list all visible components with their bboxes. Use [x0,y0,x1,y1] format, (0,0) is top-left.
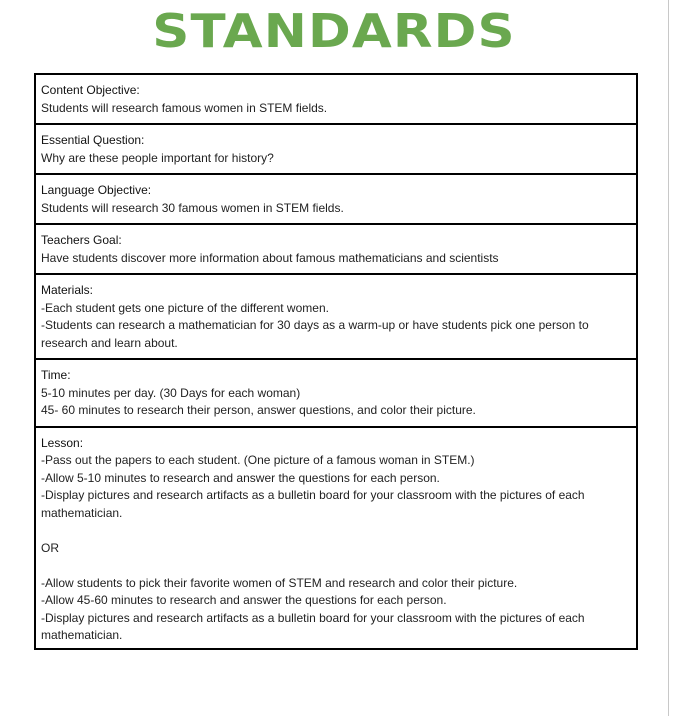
essential-question-text: Why are these people important for history? [41,150,274,165]
materials-label: Materials: [41,283,94,297]
content-objective-text: Students will research famous women in STEM fields. [41,100,328,115]
lesson-or-divider: OR [41,540,59,555]
teachers-goal-section [36,223,636,273]
language-objective-text: Students will research 30 famous women in STEM fields. [41,200,344,215]
teachers-goal-label: Teachers Goal: [41,233,122,247]
content-objective-section [36,75,636,123]
content-objective-label: Content Objective: [41,83,140,97]
time-line: 45- 60 minutes to research their person, answer questions, and color their picture. [41,403,476,417]
essential-question-label: Essential Question: [41,133,145,147]
lesson-section [36,426,636,648]
language-objective-section [36,173,636,223]
essential-question-section [36,123,636,173]
materials-line: -Each student gets one picture of the different women. [41,300,329,315]
lesson-line: -Allow students to pick their favorite women of STEM and research and color their picture. [41,575,518,590]
page-title: STANDARDS [152,4,516,58]
teachers-goal-text: Have students discover more information about famous mathematicians and scientists [41,250,499,265]
lesson-spacer [41,557,631,575]
lesson-line: -Pass out the papers to each student. (One picture of a famous woman in STEM.) [41,453,475,467]
language-objective-label: Language Objective: [41,183,152,197]
materials-section [36,273,636,358]
lesson-label: Lesson: [41,435,84,450]
materials-line: -Students can research a mathematician for 30 days as a warm-up or have students pick one person to research and learn about. [41,318,589,350]
page-edge-divider [668,0,669,716]
lesson-line: -Allow 45-60 minutes to research and answer the questions for each person. [41,593,447,607]
lesson-line: -Display pictures and research artifacts as a bulletin board for your classroom with the pictures of each mathematician. [41,610,585,642]
standards-table [34,73,638,650]
time-section [36,358,636,426]
lesson-line: -Allow 5-10 minutes to research and answer the questions for each person. [41,470,440,485]
lesson-spacer [41,522,631,540]
lesson-line: -Display pictures and research artifacts as a bulletin board for your classroom with the pictures of each mathematician. [41,488,585,520]
time-line: 5-10 minutes per day. (30 Days for each woman) [41,385,301,400]
time-label: Time: [41,368,71,382]
